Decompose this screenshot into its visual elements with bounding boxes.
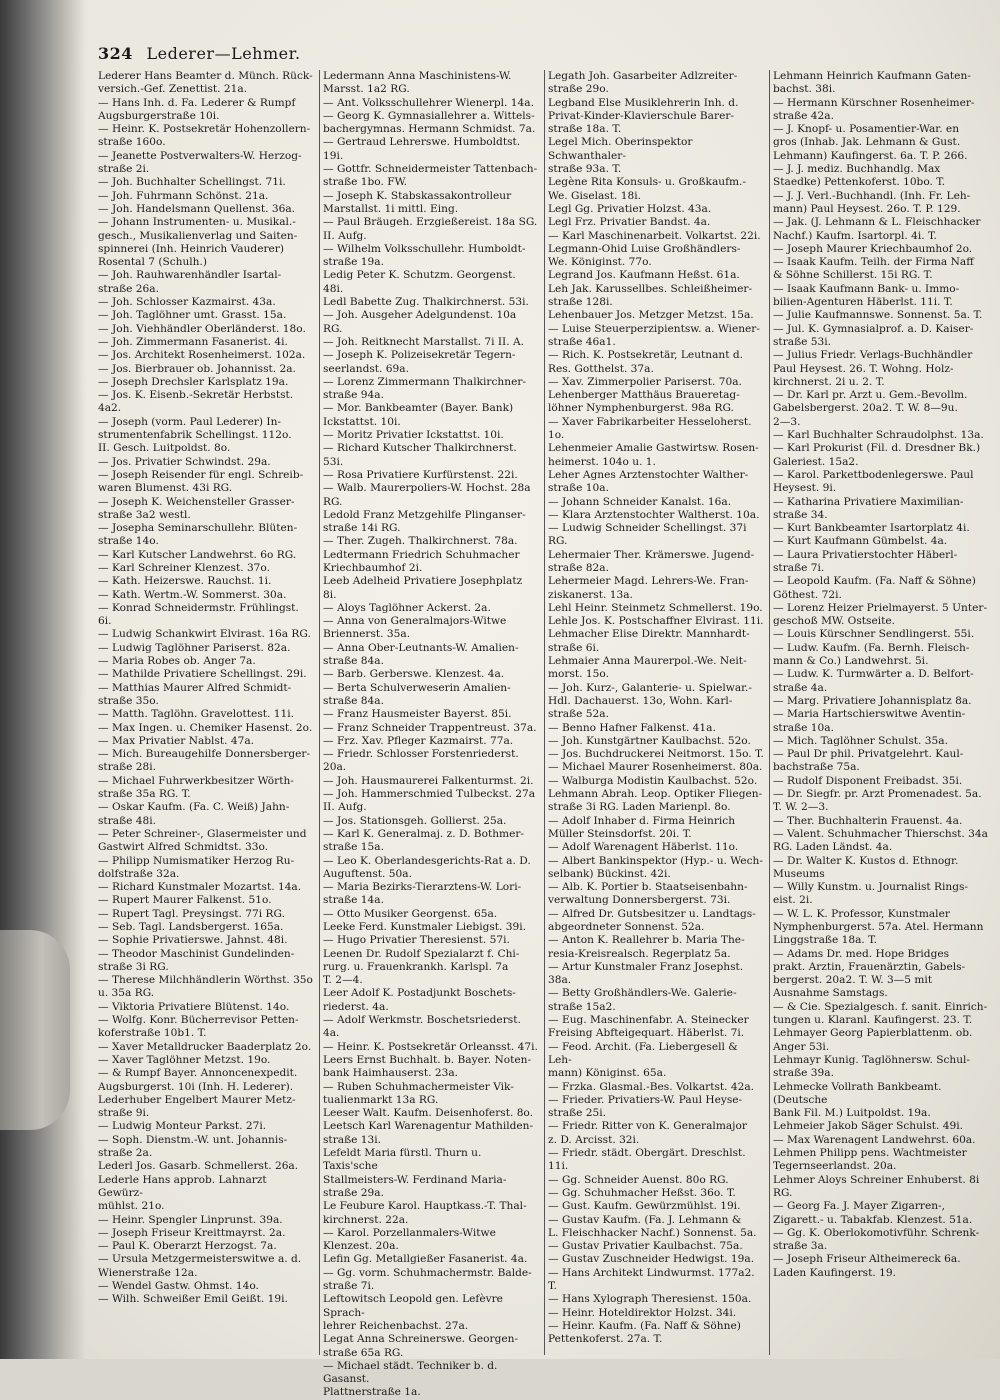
- directory-entry: — Anna Ober-Leutnants-W. Amalien- straße 84a.: [323, 641, 519, 668]
- directory-entry: — Franz Schneider Trappentreust. 37a.: [323, 721, 537, 734]
- directory-entry: — Jeanette Postverwalters-W. Herzog- straße 2i.: [98, 149, 302, 176]
- directory-entry: — Kurt Kaufmann Gümbelst. 4a.: [773, 535, 948, 548]
- directory-entry: — Karl Buchhalter Schraudolphst. 13a.: [773, 429, 984, 442]
- directory-entry: Ledold Franz Metzgehilfe Plinganser- straße 14i RG.: [323, 508, 526, 535]
- directory-entry: Lehmayr Kunig. Taglöhnersw. Schul- straße 39a.: [773, 1053, 971, 1080]
- directory-entry: — Joh. Zimmermann Fasanerist. 4i.: [98, 335, 288, 348]
- directory-entry: Legène Rita Konsuls- u. Großkaufm.- We. Giselast. 18i.: [548, 176, 746, 202]
- directory-entry: — Georg Fa. J. Mayer Zigarren-, Zigarett.- u. Tabakfab. Klenzest. 51a.: [773, 1200, 973, 1226]
- directory-entry: — Matth. Taglöhn. Gravelottest. 11i.: [98, 708, 294, 721]
- directory-entry: — Wilh. Schweißer Emil Geißt. 19i.: [98, 1293, 288, 1306]
- directory-entry: — Otto Musiker Georgenst. 65a.: [323, 907, 498, 920]
- directory-entry: Legrand Jos. Kaufmann Heßst. 61a.: [548, 269, 740, 282]
- directory-entry: — Joseph K. Stabskassakontrolleur Marstallst. 1i mittl. Eing.: [323, 189, 512, 215]
- directory-entry: — Maria Robes ob. Anger 7a.: [98, 655, 256, 668]
- directory-entry: — Ruben Schuhmachermeister Vik- tualienmarkt 13a RG.: [323, 1080, 514, 1106]
- directory-entry: — Rupert Tagl. Preysingst. 77i RG.: [98, 907, 285, 920]
- directory-entry: Lehmer Aloys Schreiner Enhuberst. 8i RG.: [773, 1173, 980, 1199]
- directory-entry: — Joseph K. Polizeisekretär Tegern- seerlandst. 69a.: [323, 349, 516, 375]
- directory-entry: — Ludwig Taglöhner Pariserst. 82a.: [98, 641, 291, 654]
- directory-entry: — Karl Prokurist (Fil. d. Dresdner Bk.) Galeriest. 15a2.: [773, 442, 981, 468]
- directory-entry: — Georg K. Gymnasiallehrer a. Wittels- bachergymnas. Hermann Schmidst. 7a.: [323, 109, 536, 136]
- directory-entry: — Moritz Privatier Ickstattst. 10i.: [323, 429, 504, 442]
- directory-entry: — Sophie Privatierswe. Jahnst. 48i.: [98, 934, 288, 947]
- directory-entry: — Joh. Schlosser Kazmairst. 43a.: [98, 296, 276, 309]
- directory-entry: — Joh. Rauhwarenhändler Isartal- straße 26a.: [98, 269, 282, 295]
- directory-entry: — Joseph Friseur Kreittmayrst. 2a.: [98, 1226, 286, 1239]
- directory-entry: — Heinr. Hoteldirektor Holzst. 34i.: [548, 1306, 737, 1319]
- directory-entry: — Philipp Numismatiker Herzog Ru- dolfstraße 32a.: [98, 854, 295, 880]
- directory-entry: — Ludwig Schankwirt Elvirast. 16a RG.: [98, 628, 311, 641]
- directory-entry: — Joh. Kunstgärtner Kaulbachst. 52o.: [548, 734, 751, 747]
- column-2: [320, 70, 545, 1399]
- directory-entry: — Hermann Kürschner Rosenheimer- straße 42a.: [773, 96, 975, 122]
- directory-entry: — J. J. Verl.-Buchhandl. (Inh. Fr. Leh- mann) Paul Heysest. 26o. T. P. 129.: [773, 189, 971, 215]
- directory-entry: Leer Adolf K. Postadjunkt Boschets- riederst. 4a.: [323, 987, 516, 1013]
- directory-entry: — Valent. Schuhmacher Thierschst. 34a RG. Laden Ländst. 4a.: [773, 827, 988, 854]
- directory-entry: — Richard Kunstmaler Mozartst. 14a.: [98, 881, 302, 894]
- directory-entry: — Karl Kutscher Landwehrst. 6o RG.: [98, 548, 297, 561]
- directory-entry: Leeke Ferd. Kunstmaler Liebigst. 39i.: [323, 921, 527, 933]
- column-4: [770, 70, 995, 1355]
- directory-entry: Legath Joh. Gasarbeiter Adlzreiter- straße 29o.: [548, 70, 738, 96]
- directory-entry: Leetsch Karl Warenagentur Mathilden- straße 13i.: [323, 1120, 534, 1146]
- directory-entry: — Rich. K. Postsekretär, Leutnant d. Res. Gotthelst. 37a.: [548, 349, 744, 375]
- directory-entry: — Eug. Maschinenfabr. A. Steinecker Freising Abfteigequart. Häberlst. 7i.: [548, 1014, 749, 1040]
- directory-entry: — Jos. Bierbrauer ob. Johannisst. 2a.: [98, 362, 296, 375]
- directory-entry: — Aloys Taglöhner Ackerst. 2a.: [323, 601, 491, 614]
- directory-entry: Leers Ernst Buchhalt. b. Bayer. Noten- bank Haimhauserst. 23a.: [323, 1053, 532, 1080]
- directory-entry: — Richard Kutscher Thalkirchnerst. 53i.: [323, 442, 517, 468]
- directory-entry: — Adolf Inhaber d. Firma Heinrich Müller Steinsdorfst. 20i. T.: [548, 814, 736, 840]
- directory-entry: — Ther. Buchhalterin Frauenst. 4a.: [773, 814, 963, 827]
- directory-entry: — Joh. Handelsmann Quellenst. 36a.: [98, 202, 296, 215]
- directory-entry: — Hans Architekt Lindwurmst. 177a2. T.: [548, 1266, 755, 1293]
- directory-entry: — Lorenz Zimmermann Thalkirchner- straße 94a.: [323, 375, 526, 402]
- directory-entry: — Gg. K. Oberlokomotivführ. Schrenk- straße 3a.: [773, 1226, 980, 1253]
- directory-entry: Lehermeier Magd. Lehrers-We. Fran- ziskanerst. 13a.: [548, 575, 749, 601]
- directory-entry: — Katharina Privatiere Maximilian- straße 34.: [773, 495, 964, 521]
- directory-entry: — Joh. Ausgeher Adelgundenst. 10a RG.: [323, 309, 517, 335]
- directory-entry: — Paul Dr phil. Privatgelehrt. Kaul- bachstraße 75a.: [773, 748, 964, 774]
- directory-entry: — Heinr. Spengler Linprunst. 39a.: [98, 1213, 283, 1226]
- directory-entry: — Jos. Stationsgeh. Gollierst. 25a.: [323, 814, 507, 827]
- directory-entry: — Willy Kunstm. u. Journalist Rings- eist. 2i.: [773, 881, 969, 907]
- directory-entry: — Louis Kürschner Sendlingerst. 55i.: [773, 628, 975, 641]
- directory-entry: — Joh. Hammerschmied Tulbeckst. 27a II. Aufg.: [323, 788, 536, 814]
- directory-entry: — Walburga Modistin Kaulbachst. 52o.: [548, 774, 758, 787]
- directory-entry: — Matthias Maurer Alfred Schmidt- straße 35o.: [98, 681, 292, 707]
- directory-entry: Legel Mich. Oberinspektor Schwanthaler- straße 93a. T.: [548, 136, 693, 176]
- directory-entry: — Gg. Schuhmacher Heßst. 36o. T.: [548, 1186, 736, 1199]
- directory-entry: — Joseph Friseur Altheimereck 6a. Laden Kaufingerst. 19.: [773, 1253, 961, 1279]
- directory-entry: — Gustav Kaufm. (Fa. J. Lehmann & L. Fleischhacker Nachf.) Sonnenst. 5a.: [548, 1213, 757, 1239]
- directory-columns: [95, 70, 995, 1399]
- directory-entry: — Luise Steuerperzipientsw. a. Wiener- straße 46a1.: [548, 322, 760, 348]
- directory-entry: — Artur Kunstmaler Franz Josephst. 38a.: [548, 960, 744, 987]
- directory-entry: — Joh. Reitknecht Marstallst. 7i II. A.: [323, 335, 524, 348]
- directory-entry: — Seb. Tagl. Landsbergerst. 165a.: [98, 921, 284, 933]
- page-number: 324: [98, 44, 133, 63]
- directory-entry: — Leo K. Oberlandesgerichts-Rat a. D. Auguftenst. 50a.: [323, 854, 531, 880]
- directory-entry: Lehenbauer Jos. Metzger Metzst. 15a.: [548, 309, 754, 322]
- directory-entry: Legmann-Ohid Luise Großhändlers- We. Königinst. 77o.: [548, 242, 741, 269]
- directory-entry: — Karl K. Generalmaj. z. D. Bothmer- straße 15a.: [323, 827, 525, 854]
- directory-entry: — Barb. Gerberswe. Klenzest. 4a.: [323, 668, 505, 681]
- directory-entry: — Leopold Kaufm. (Fa. Naff & Söhne) Göthest. 72i.: [773, 575, 976, 601]
- directory-entry: — Gust. Kaufm. Gewürzmühlst. 19i.: [548, 1200, 741, 1213]
- page-clip: [0, 930, 70, 1130]
- directory-entry: — Max Privatier Nablst. 47a.: [98, 734, 255, 747]
- directory-entry: — Ursula Metzgermeisterswitwe a. d. Wienerstraße 12a.: [98, 1253, 302, 1279]
- directory-entry: Legl Frz. Privatier Bandst. 4a.: [548, 216, 711, 229]
- directory-entry: — Peter Schreiner-, Glasermeister und Gastwirt Alfred Schmidtst. 33o.: [98, 827, 307, 854]
- directory-entry: — Hugo Privatier Theresienst. 57i.: [323, 934, 510, 947]
- directory-entry: — Joh. Buchhalter Schellingst. 71i.: [98, 176, 286, 189]
- directory-entry: — Karl Schreiner Klenzest. 37o.: [98, 561, 270, 574]
- directory-entry: — Dr. Siegfr. pr. Arzt Promenadest. 5a. T. W. 2—3.: [773, 788, 982, 814]
- directory-entry: — Frzka. Glasmal.-Bes. Volkartst. 42a.: [548, 1080, 755, 1093]
- directory-entry: — J. Knopf- u. Posamentier-War. en gros (Inhab. Jak. Lehmann & Gust. Lehmann) Kaufingerst. 6a. T. P. 266.: [773, 123, 968, 162]
- directory-entry: Lederle Hans approb. Lahnarzt Gewürz- mühlst. 21o.: [98, 1173, 267, 1213]
- directory-entry: — Heinr. K. Postsekretär Hohenzollern- straße 160o.: [98, 123, 311, 149]
- directory-entry: — Julius Friedr. Verlags-Buchhändler Paul Heysest. 26. T. Wohng. Holz- kirchnerst. 2i u. 2. T.: [773, 349, 973, 388]
- directory-entry: — Mich. Taglöhner Schulst. 35a.: [773, 734, 948, 747]
- directory-entry: — Rudolf Disponent Freibadst. 35i.: [773, 774, 963, 787]
- directory-entry: — Michael Fuhrwerkbesitzer Wörth- straße 35a RG. T.: [98, 774, 294, 801]
- directory-entry: — & Rumpf Bayer. Annoncenexpedit. Augsburgerst. 10i (Inh. H. Lederer).: [98, 1067, 298, 1093]
- column-1: [95, 70, 320, 1355]
- directory-entry: — Jul. K. Gymnasialprof. a. D. Kaiser- straße 53i.: [773, 322, 974, 348]
- directory-entry: — Therese Milchhändlerin Wörthst. 35o u. 35a RG.: [98, 974, 313, 1000]
- directory-entry: Lehmecke Vollrath Bankbeamt. (Deutsche Bank Fil. M.) Luitpoldst. 19a.: [773, 1080, 942, 1120]
- directory-entry: Lehmaier Anna Maurerpol.-We. Neit- morst. 15o.: [548, 655, 747, 681]
- directory-entry: — Berta Schulverweserin Amalien- straße 84a.: [323, 681, 511, 707]
- directory-entry: Legl Gg. Privatier Holzst. 43a.: [548, 202, 712, 215]
- directory-entry: — Joh. Fuhrmann Schönst. 21a.: [98, 189, 269, 202]
- directory-entry: — Isaak Kaufm. Teilh. der Firma Naff & Söhne Schillerst. 15i RG. T.: [773, 256, 974, 282]
- directory-entry: — Lorenz Heizer Prielmayerst. 5 Unter- geschoß MW. Ostseite.: [773, 601, 988, 628]
- directory-entry: — Adolf Werkmstr. Boschetsriederst. 4a.: [323, 1014, 521, 1040]
- directory-entry: — Joseph K. Weichensteller Grasser- straße 3a2 westl.: [98, 495, 295, 521]
- directory-entry: — Joseph Reisender für engl. Schreib- waren Blumenst. 43i RG.: [98, 468, 304, 495]
- directory-entry: — Oskar Kaufm. (Fa. C. Weiß) Jahn- straße 48i.: [98, 801, 290, 827]
- directory-entry: — Benno Hafner Falkenst. 41a.: [548, 721, 716, 734]
- directory-entry: Leeser Walt. Kaufm. Deisenhoferst. 8o.: [323, 1107, 533, 1120]
- directory-entry: — Ludw. Kaufm. (Fa. Bernh. Fleisch- mann & Co.) Landwehrst. 5i.: [773, 641, 970, 668]
- directory-entry: — J. J. mediz. Buchhandlg. Max Staedke) Pettenkoferst. 10bo. T.: [773, 163, 946, 189]
- directory-entry: — Maria Bezirks-Tierarztens-W. Lori- straße 14a.: [323, 881, 522, 907]
- directory-entry: — Feod. Archit. (Fa. Liebergesell & Leh- mann) Königinst. 65a.: [548, 1040, 738, 1080]
- directory-entry: — Mathilde Privatiere Schellingst. 29i.: [98, 668, 307, 681]
- directory-entry: Ledl Babette Zug. Thalkirchnerst. 53i.: [323, 296, 529, 309]
- directory-entry: Lefin Gg. Metallgießer Fasanerist. 4a.: [323, 1253, 528, 1266]
- directory-entry: Leh Jak. Karussellbes. Schleißheimer- straße 128i.: [548, 282, 753, 309]
- directory-entry: Le Feubure Karol. Hauptkass.-T. Thal- kirchnerst. 22a.: [323, 1200, 527, 1226]
- directory-entry: Leher Agnes Arztenstochter Walther- straße 10a.: [548, 468, 749, 495]
- directory-entry: — Jak. (J. Lehmann & L. Fleischhacker Nachf.) Kaufm. Isartorpl. 4i. T.: [773, 216, 981, 242]
- directory-entry: Legat Anna Schreinerswe. Georgen- straße 65a RG.: [323, 1333, 519, 1359]
- directory-entry: — & Cie. Spezialgesch. f. sanit. Einrich- tungen u. Klaranl. Kaufingerst. 23. T.: [773, 1000, 988, 1027]
- directory-entry: — Franz Hausmeister Bayerst. 85i.: [323, 708, 512, 721]
- directory-entry: — Karol. Parkettbodenlegerswe. Paul Heysest. 9i.: [773, 468, 974, 495]
- directory-entry: — Heinr. Kaufm. (Fa. Naff & Söhne) Pettenkoferst. 27a. T.: [548, 1319, 741, 1346]
- directory-entry: — Xav. Zimmerpolier Pariserst. 70a.: [548, 375, 742, 388]
- directory-entry: Lehenmeier Amalie Gastwirtsw. Rosen- heimerst. 104o u. 1.: [548, 442, 759, 468]
- directory-entry: — Viktoria Privatiere Blütenst. 14o.: [98, 1000, 290, 1013]
- directory-entry: — Kath. Heizerswe. Rauchst. 1i.: [98, 575, 272, 588]
- directory-entry: — Laura Privatierstochter Häberl- straße 7i.: [773, 548, 958, 574]
- directory-entry: — Michael Maurer Rosenheimerst. 80a.: [548, 761, 763, 774]
- directory-entry: — Friedr. städt. Obergärt. Dreschlst. 11i.: [548, 1147, 746, 1173]
- directory-entry: — Maria Hartschierswitwe Aventin- straße 10a.: [773, 708, 966, 734]
- directory-entry: — Anna von Generalmajors-Witwe Briennerst. 35a.: [323, 615, 507, 641]
- directory-entry: — Joseph Drechsler Karlsplatz 19a.: [98, 375, 289, 388]
- directory-entry: Lehmann Heinrich Kaufmann Gaten- bachst. 38i.: [773, 70, 971, 96]
- directory-entry: — Betty Großhändlers-We. Galerie- straße 15a2.: [548, 987, 737, 1013]
- directory-entry: — Isaak Kaufmann Bank- u. Immo- bilien-Agenturen Häberlst. 11i. T.: [773, 282, 960, 309]
- directory-entry: Leftowitsch Leopold gen. Lefèvre Sprach- lehrer Reichenbachst. 27a.: [323, 1293, 503, 1332]
- directory-entry: — Gottfr. Schneidermeister Tattenbach- straße 1bo. FW.: [323, 163, 538, 189]
- directory-entry: Lehmann Abrah. Leop. Optiker Fliegen- straße 3i RG. Laden Marienpl. 8o.: [548, 788, 763, 814]
- directory-entry: — Gustav Zuschneider Hedwigst. 19a.: [548, 1253, 755, 1266]
- directory-entry: — Alb. K. Portier b. Staatseisenbahn- verwaltung Donnersbergerst. 73i.: [548, 881, 748, 907]
- directory-entry: Lehmeier Jakob Säger Schulst. 49i.: [773, 1120, 963, 1133]
- directory-entry: — Johann Instrumenten- u. Musikal.- gesch., Musikalienverlag und Saiten- spinnerei (Inh. Heinrich Vauderer) Rosental 7 (Schulh.): [98, 216, 298, 269]
- directory-entry: — Hans Inh. d. Fa. Lederer & Rumpf Augsburgerstraße 10i.: [98, 96, 296, 122]
- directory-entry: — Joh. Viehhändler Oberländerst. 18o.: [98, 322, 306, 335]
- directory-entry: — Adams Dr. med. Hope Bridges prakt. Arztin, Frauenärztin, Gabels- bergerst. 20a2. T. W. 3—5 mit Ausnahme Samstags.: [773, 947, 966, 1000]
- directory-entry: — Frz. Xav. Pfleger Kazmairst. 77a.: [323, 734, 514, 747]
- directory-entry: — Josepha Seminarschullehr. Blüten- straße 14o.: [98, 522, 298, 548]
- directory-entry: — Gustav Privatier Kaulbachst. 75a.: [548, 1240, 743, 1253]
- directory-entry: Lefeldt Maria fürstl. Thurn u. Taxis'sche Stallmeisters-W. Ferdinand Maria- straße 29a.: [323, 1147, 507, 1199]
- directory-entry: — Marg. Privatiere Johannisplatz 8a.: [773, 694, 972, 707]
- directory-entry: — Wendel Gastw. Ohmst. 14o.: [98, 1280, 259, 1293]
- directory-entry: — Ther. Zugeh. Thalkirchnerst. 78a.: [323, 535, 518, 548]
- directory-entry: — Wilhelm Volksschullehr. Humboldt- straße 19a.: [323, 242, 526, 269]
- directory-entry: Lehmacher Elise Direktr. Mannhardt- straße 6i.: [548, 628, 750, 654]
- directory-entry: — Rupert Maurer Falkenst. 51o.: [98, 894, 272, 907]
- column-3: [545, 70, 770, 1355]
- directory-entry: — Mor. Bankbeamter (Bayer. Bank) Ickstattst. 10i.: [323, 402, 514, 428]
- directory-entry: — Heinr. K. Postsekretär Orleansst. 47i.: [323, 1040, 538, 1053]
- directory-entry: — Paul Bräugeh. Erzgießereist. 18a SG. II. Aufg.: [323, 216, 538, 242]
- directory-entry: — Karol. Porzellanmalers-Witwe Klenzest. 20a.: [323, 1226, 496, 1253]
- directory-entry: — Theodor Maschinist Gundelinden- straße 3i RG.: [98, 947, 295, 973]
- directory-entry: Lehenberger Matthäus Braueretag- löhner Nymphenburgerst. 98a RG.: [548, 389, 740, 415]
- directory-entry: Lehmen Philipp pens. Wachtmeister Tegernseerlandst. 20a.: [773, 1147, 967, 1173]
- directory-entry: — Max Ingen. u. Chemiker Hasenst. 2o.: [98, 721, 313, 734]
- directory-entry: — Joseph Maurer Kriechbaumhof 2o.: [773, 242, 973, 255]
- directory-entry: — Wolfg. Konr. Bücherrevisor Petten- koferstraße 10b1. T.: [98, 1014, 299, 1040]
- directory-entry: — Karl Maschinenarbeit. Volkartst. 22i.: [548, 229, 761, 242]
- running-title: Lederer—Lehmer.: [146, 44, 301, 63]
- directory-entry: — Kurt Bankbeamter Isartorplatz 4i.: [773, 522, 970, 535]
- directory-entry: Ledermann Anna Maschinistens-W. Marsst. 1a2 RG.: [323, 70, 512, 96]
- directory-entry: Lehmayer Georg Papierblattenm. ob. Anger 53i.: [773, 1027, 973, 1053]
- directory-entry: Lederl Jos. Gasarb. Schmellerst. 26a.: [98, 1160, 299, 1173]
- directory-entry: — Dr. Walter K. Kustos d. Ethnogr. Museums: [773, 854, 959, 880]
- directory-entry: — Adolf Warenagent Häberlst. 11o.: [548, 841, 739, 854]
- directory-entry: — Joh. Kurz-, Galanterie- u. Spielwar.- Hdl. Dachauerst. 13o, Wohn. Karl- straße 52a.: [548, 681, 752, 721]
- directory-entry: — Klara Arztenstochter Waltherst. 10a.: [548, 508, 760, 521]
- directory-entry: — Hans Xylograph Theresienst. 150a.: [548, 1293, 752, 1306]
- book-binding-shadow: [0, 0, 86, 1359]
- directory-entry: — Jos. Privatier Schwindst. 29a.: [98, 455, 271, 468]
- directory-entry: — Johann Schneider Kanalst. 16a.: [548, 495, 732, 508]
- directory-entry: — Rosa Privatiere Kurfürstenst. 22i.: [323, 468, 518, 481]
- directory-entry: Lehl Heinr. Steinmetz Schmellerst. 19o.: [548, 601, 763, 614]
- directory-entry: Legband Else Musiklehrerin Inh. d. Privat-Kinder-Klavierschule Barer- straße 18a. T.: [548, 96, 739, 136]
- directory-entry: — Michael städt. Techniker b. d. Gasanst. Plattnerstraße 1a.: [323, 1359, 498, 1399]
- directory-entry: — Frieder. Privatiers-W. Paul Heyse- straße 25i.: [548, 1093, 743, 1120]
- directory-entry: — W. L. K. Professor, Kunstmaler Nymphenburgerst. 57a. Atel. Hermann Linggstraße 18a. T.: [773, 907, 984, 947]
- directory-entry: — Xaver Metalldrucker Baaderplatz 2o.: [98, 1040, 312, 1053]
- directory-entry: — Mich. Bureaugehilfe Donnersberger- straße 28i.: [98, 748, 311, 774]
- directory-entry: — Friedr. Ritter von K. Generalmajor z. D. Arcisst. 32i.: [548, 1120, 747, 1146]
- directory-entry: — Julie Kaufmannswe. Sonnenst. 5a. T.: [773, 309, 983, 322]
- directory-entry: — Soph. Dienstm.-W. unt. Johannis- straße 2a.: [98, 1133, 288, 1160]
- directory-entry: Lehermaier Ther. Krämerswe. Jugend- straße 82a.: [548, 548, 755, 574]
- directory-entry: — Ludw. K. Turmwärter a. D. Belfort- straße 4a.: [773, 668, 974, 694]
- directory-entry: Ledtermann Friedrich Schuhmacher Kriechbaumhof 2i.: [323, 548, 520, 574]
- directory-entry: — Friedr. Schlosser Forstenriederst. 20a.: [323, 748, 519, 774]
- directory-entry: — Xaver Taglöhner Metzst. 19o.: [98, 1053, 271, 1066]
- directory-entry: — Max Warenagent Landwehrst. 60a.: [773, 1133, 976, 1146]
- directory-entry: Leenen Dr. Rudolf Spezialarzt f. Chi- rurg. u. Frauenkrankh. Karlspl. 7a T. 2—4.: [323, 947, 520, 987]
- directory-entry: — Jos. K. Eisenb.-Sekretär Herbstst. 4a2.: [98, 389, 294, 415]
- directory-entry: — Joseph (vorm. Paul Lederer) In- strumentenfabrik Schellingst. 112o. II. Gesch. Luitpoldst. 8o.: [98, 415, 292, 455]
- directory-entry: — Gertraud Lehrerswe. Humboldtst. 19i.: [323, 136, 521, 162]
- directory-entry: — Albert Bankinspektor (Hyp.- u. Wech- selbank) Bückinst. 42i.: [548, 854, 763, 880]
- directory-entry: — Paul K. Oberarzt Herzogst. 7a.: [98, 1240, 277, 1253]
- directory-entry: Ledig Peter K. Schutzm. Georgenst. 48i.: [323, 269, 516, 295]
- directory-entry: — Jos. Architekt Rosenheimerst. 102a.: [98, 349, 306, 362]
- directory-entry: Lederhuber Engelbert Maurer Metz- straße 9i.: [98, 1093, 296, 1120]
- directory-entry: — Gg. Schneider Auenst. 80o RG.: [548, 1173, 729, 1186]
- directory-entry: — Joh. Taglöhner umt. Grasst. 15a.: [98, 309, 287, 322]
- directory-entry: Lehle Jos. K. Postschaffner Elvirast. 11i.: [548, 615, 764, 628]
- directory-entry: — Alfred Dr. Gutsbesitzer u. Landtags- abgeordneter Sonnenst. 52a.: [548, 907, 756, 933]
- directory-entry: — Kath. Wertm.-W. Sommerst. 30a.: [98, 588, 287, 601]
- directory-entry: — Dr. Karl pr. Arzt u. Gem.-Bevollm. Gabelsbergerst. 20a2. T. W. 8—9u. 2—3.: [773, 389, 968, 428]
- directory-entry: — Joh. Hausmaurerei Falkenturmst. 2i.: [323, 774, 534, 787]
- directory-entry: — Anton K. Reallehrer b. Maria The- resia-Kreisrealsch. Regerplatz 5a.: [548, 934, 745, 960]
- directory-entry: — Xaver Fabrikarbeiter Hesseloherst. 1o.: [548, 415, 752, 442]
- directory-entry: — Ant. Volksschullehrer Wienerpl. 14a.: [323, 96, 534, 109]
- directory-entry: Lederer Hans Beamter d. Münch. Rück- versich.-Gef. Zenettist. 21a.: [98, 70, 313, 96]
- directory-entry: — Ludwig Monteur Parkst. 27i.: [98, 1120, 267, 1133]
- page-header: [98, 44, 958, 68]
- directory-entry: — Walb. Maurerpoliers-W. Hochst. 28a RG.: [323, 482, 531, 508]
- directory-entry: — Jos. Buchdruckerei Neitmorst. 15o. T.: [548, 748, 764, 761]
- directory-entry: — Gg. vorm. Schuhmachermstr. Balde- straße 7i.: [323, 1266, 532, 1293]
- directory-entry: Leeb Adelheid Privatiere Josephplatz 8i.: [323, 575, 523, 601]
- directory-entry: — Konrad Schneidermstr. Frühlingst. 6i.: [98, 601, 299, 628]
- directory-entry: — Ludwig Schneider Schellingst. 37i RG.: [548, 522, 747, 548]
